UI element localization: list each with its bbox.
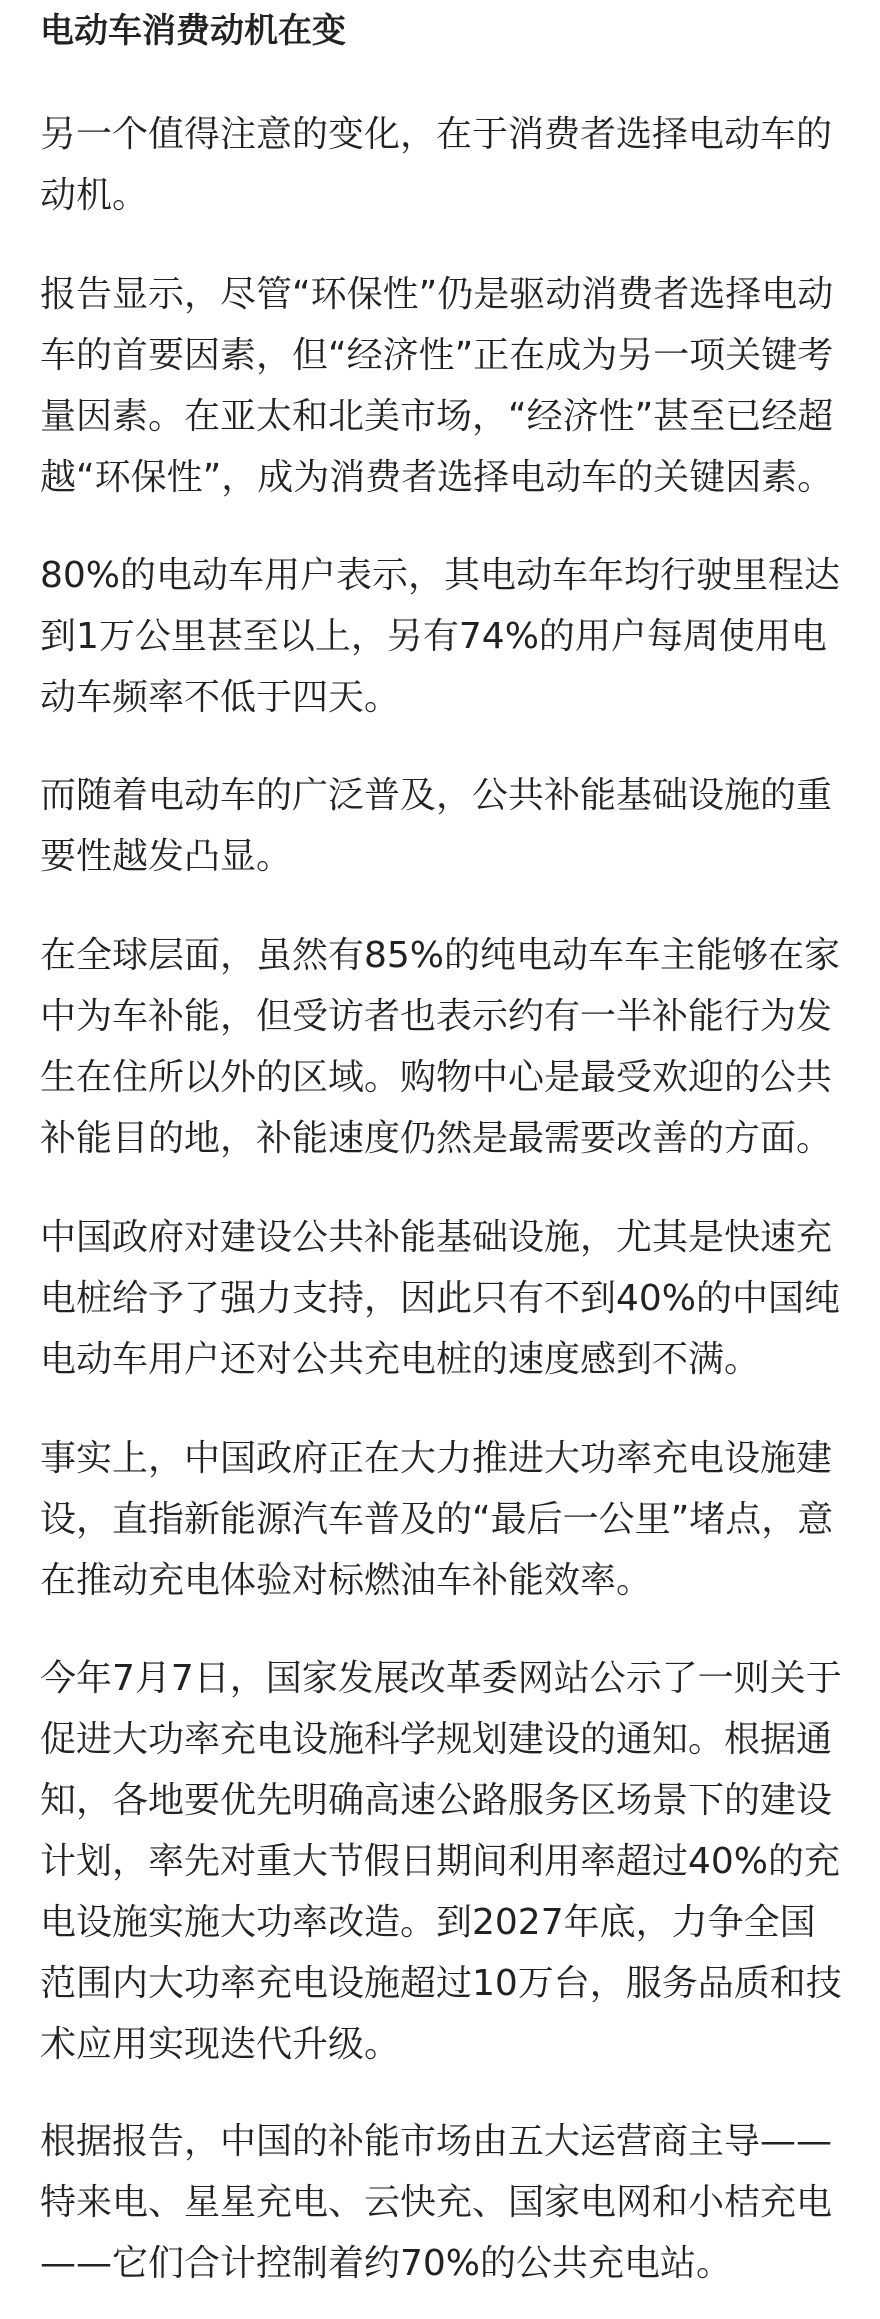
paragraph-line: 报告显示，尽管“环保性”仍是驱动消费者选择电动 [40, 274, 834, 315]
paragraph-line: 电动车用户还对公共充电桩的速度感到不满。 [40, 1339, 761, 1380]
paragraph-7 [40, 1428, 852, 1611]
paragraph-line: 电桩给予了强力支持，因此只有不到40%的中国纯 [40, 1278, 841, 1319]
paragraph-line: 中为车补能，但受访者也表示约有一半补能行为发 [40, 996, 833, 1037]
paragraph-line: 事实上，中国政府正在大力推进大功率充电设施建 [40, 1438, 833, 1479]
paragraph-line: 根据报告，中国的补能市场由五大运营商主导—— [40, 2121, 833, 2162]
paragraph-1 [40, 104, 852, 226]
article-title: 电动车消费动机在变 [40, 11, 346, 51]
paragraph-line: 生在住所以外的区域。购物中心是最受欢迎的公共 [40, 1057, 833, 1098]
paragraph-line: 今年7月7日，国家发展改革委网站公示了一则关于 [40, 1658, 842, 1699]
paragraph-line: ——它们合计控制着约70%的公共充电站。 [40, 2243, 733, 2284]
paragraph-6 [40, 1207, 852, 1390]
paragraph-line: 补能目的地，补能速度仍然是最需要改善的方面。 [40, 1118, 833, 1159]
paragraph-line: 范围内大功率充电设施超过10万台，服务品质和技 [40, 1963, 842, 2004]
paragraph-line: 量因素。在亚太和北美市场，“经济性”甚至已经超 [40, 396, 834, 437]
paragraph-3 [40, 545, 852, 728]
paragraph-line: 车的首要因素，但“经济性”正在成为另一项关键考 [40, 335, 834, 376]
paragraph-line: 而随着电动车的广泛普及，公共补能基础设施的重 [40, 775, 833, 816]
paragraph-line: 电设施实施大功率改造。到2027年底，力争全国 [40, 1902, 816, 1943]
paragraph-line: 在全球层面，虽然有85%的纯电动车车主能够在家 [40, 935, 841, 976]
paragraph-line: 要性越发凸显。 [40, 836, 293, 877]
paragraph-line: 动车频率不低于四天。 [40, 677, 401, 718]
paragraph-line: 越“环保性”，成为消费者选择电动车的关键因素。 [40, 457, 834, 498]
paragraph-2 [40, 264, 852, 508]
paragraph-line: 计划，率先对重大节假日期间利用率超过40%的充 [40, 1841, 841, 1882]
paragraph-line: 另一个值得注意的变化，在于消费者选择电动车的 [40, 114, 833, 155]
paragraph-line: 术应用实现迭代升级。 [40, 2024, 401, 2065]
paragraph-line: 设，直指新能源汽车普及的“最后一公里”堵点，意 [40, 1499, 834, 1540]
paragraph-9 [40, 2111, 852, 2294]
paragraph-line: 知，各地要优先明确高速公路服务区场景下的建设 [40, 1780, 833, 1821]
paragraph-line: 到1万公里甚至以上，另有74%的用户每周使用电 [40, 616, 827, 657]
paragraph-line: 特来电、星星充电、云快充、国家电网和小桔充电 [40, 2182, 833, 2223]
paragraph-line: 中国政府对建设公共补能基础设施，尤其是快速充 [40, 1217, 833, 1258]
paragraph-line: 80%的电动车用户表示，其电动车年均行驶里程达 [40, 555, 841, 596]
paragraph-8 [40, 1648, 852, 2075]
paragraph-line: 促进大功率充电设施科学规划建设的通知。根据通 [40, 1719, 833, 1760]
paragraph-5 [40, 925, 852, 1169]
paragraph-4 [40, 765, 852, 887]
paragraph-line: 在推动充电体验对标燃油车补能效率。 [40, 1560, 653, 1601]
paragraph-line: 动机。 [40, 175, 149, 216]
